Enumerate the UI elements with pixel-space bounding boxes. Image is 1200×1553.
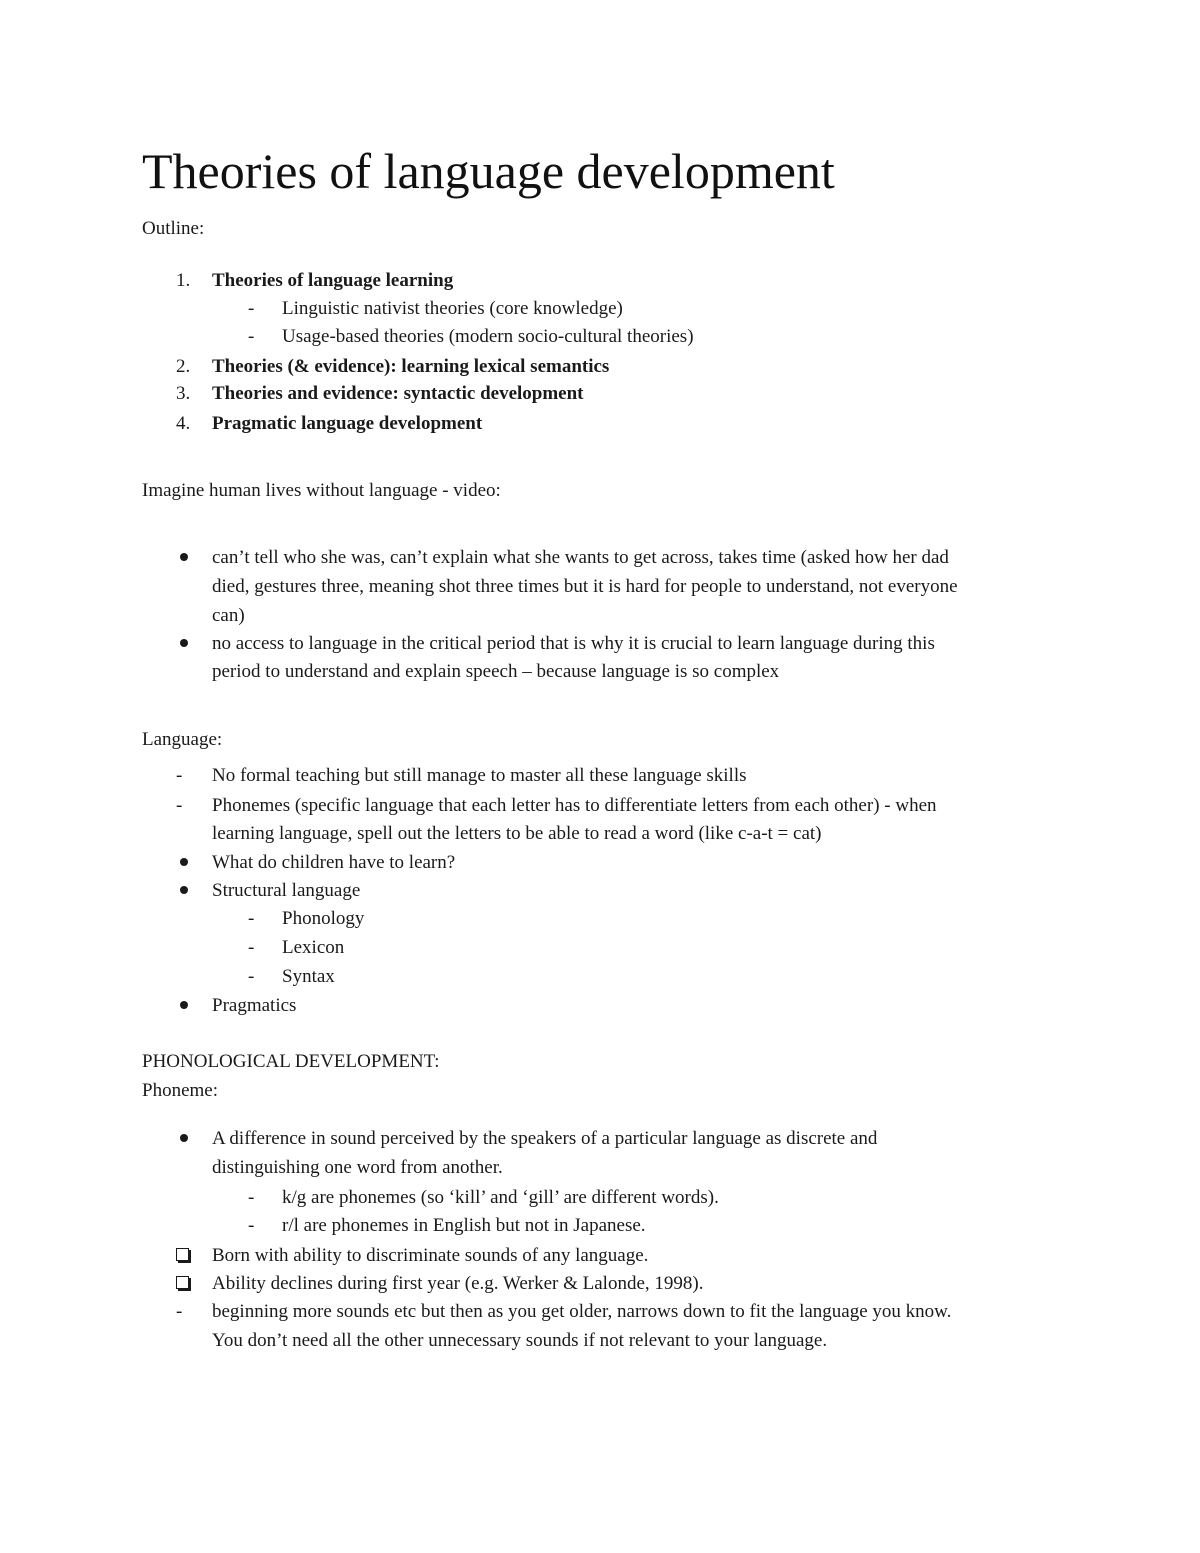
final-dash-line: You don’t need all the other unnecessary sounds if not relevant to your language. <box>212 1330 828 1351</box>
phonological-heading: PHONOLOGICAL DEVELOPMENT: <box>142 1051 440 1072</box>
dash-marker: - <box>176 795 183 816</box>
language-dash-line: Phonemes (specific language that each letter has to differentiate letters from each other) - when <box>212 795 937 816</box>
language-bullet: Structural language <box>212 880 361 901</box>
outline-subitem: Usage-based theories (modern socio-cultural theories) <box>282 326 694 347</box>
language-dash-line: learning language, spell out the letters to be able to read a word (like c-a-t = cat) <box>212 823 822 844</box>
outline-label: Outline: <box>142 218 205 239</box>
checkbox-item: Born with ability to discriminate sounds of any language. <box>212 1245 649 1266</box>
dash-marker: - <box>176 765 183 786</box>
dash-marker: - <box>248 908 255 929</box>
page-title: Theories of language development <box>142 143 835 199</box>
structural-subitem: Phonology <box>282 908 365 929</box>
language-bullet: What do children have to learn? <box>212 852 456 873</box>
bullet-icon <box>180 886 188 894</box>
outline-number: 3. <box>176 383 191 404</box>
dash-marker: - <box>248 1187 255 1208</box>
outline-item-4: Pragmatic language development <box>212 413 483 434</box>
outline-number: 2. <box>176 356 191 377</box>
outline-item-2: Theories (& evidence): learning lexical semantics <box>212 356 610 377</box>
phoneme-subheading: Phoneme: <box>142 1080 218 1101</box>
phoneme-subitem: r/l are phonemes in English but not in Japanese. <box>282 1215 646 1236</box>
outline-subitem: Linguistic nativist theories (core knowledge) <box>282 298 623 319</box>
imagine-bullet-line: died, gestures three, meaning shot three times but it is hard for people to understand, not everyone <box>212 576 958 597</box>
dash-marker: - <box>248 1215 255 1236</box>
dash-marker: - <box>176 1301 183 1322</box>
outline-item-3: Theories and evidence: syntactic development <box>212 383 584 404</box>
checkbox-icon <box>176 1248 189 1261</box>
imagine-bullet-line: period to understand and explain speech – because language is so complex <box>212 661 780 682</box>
bullet-icon <box>180 553 188 561</box>
structural-subitem: Syntax <box>282 966 335 987</box>
imagine-bullet-line: can) <box>212 605 245 626</box>
dash-marker: - <box>248 966 255 987</box>
imagine-bullet-line: can’t tell who she was, can’t explain what she wants to get across, takes time (asked how her dad <box>212 547 949 568</box>
language-bullet: Pragmatics <box>212 995 297 1016</box>
structural-subitem: Lexicon <box>282 937 345 958</box>
dash-marker: - <box>248 937 255 958</box>
outline-number: 1. <box>176 270 191 291</box>
bullet-icon <box>180 639 188 647</box>
imagine-bullet-line: no access to language in the critical period that is why it is crucial to learn language during this <box>212 633 935 654</box>
dash-marker: - <box>248 298 255 319</box>
outline-number: 4. <box>176 413 191 434</box>
checkbox-item: Ability declines during first year (e.g. Werker & Lalonde, 1998). <box>212 1273 704 1294</box>
bullet-icon <box>180 1134 188 1142</box>
language-dash-line: No formal teaching but still manage to master all these language skills <box>212 765 747 786</box>
phoneme-bullet-line: distinguishing one word from another. <box>212 1157 503 1178</box>
phoneme-subitem: k/g are phonemes (so ‘kill’ and ‘gill’ are different words). <box>282 1187 719 1208</box>
bullet-icon <box>180 858 188 866</box>
imagine-heading: Imagine human lives without language - video: <box>142 480 501 501</box>
bullet-icon <box>180 1001 188 1009</box>
language-heading: Language: <box>142 729 223 750</box>
final-dash-line: beginning more sounds etc but then as you get older, narrows down to fit the language you know. <box>212 1301 952 1322</box>
phoneme-bullet-line: A difference in sound perceived by the speakers of a particular language as discrete and <box>212 1128 878 1149</box>
outline-item-1: Theories of language learning <box>212 270 454 291</box>
dash-marker: - <box>248 326 255 347</box>
checkbox-icon <box>176 1276 189 1289</box>
